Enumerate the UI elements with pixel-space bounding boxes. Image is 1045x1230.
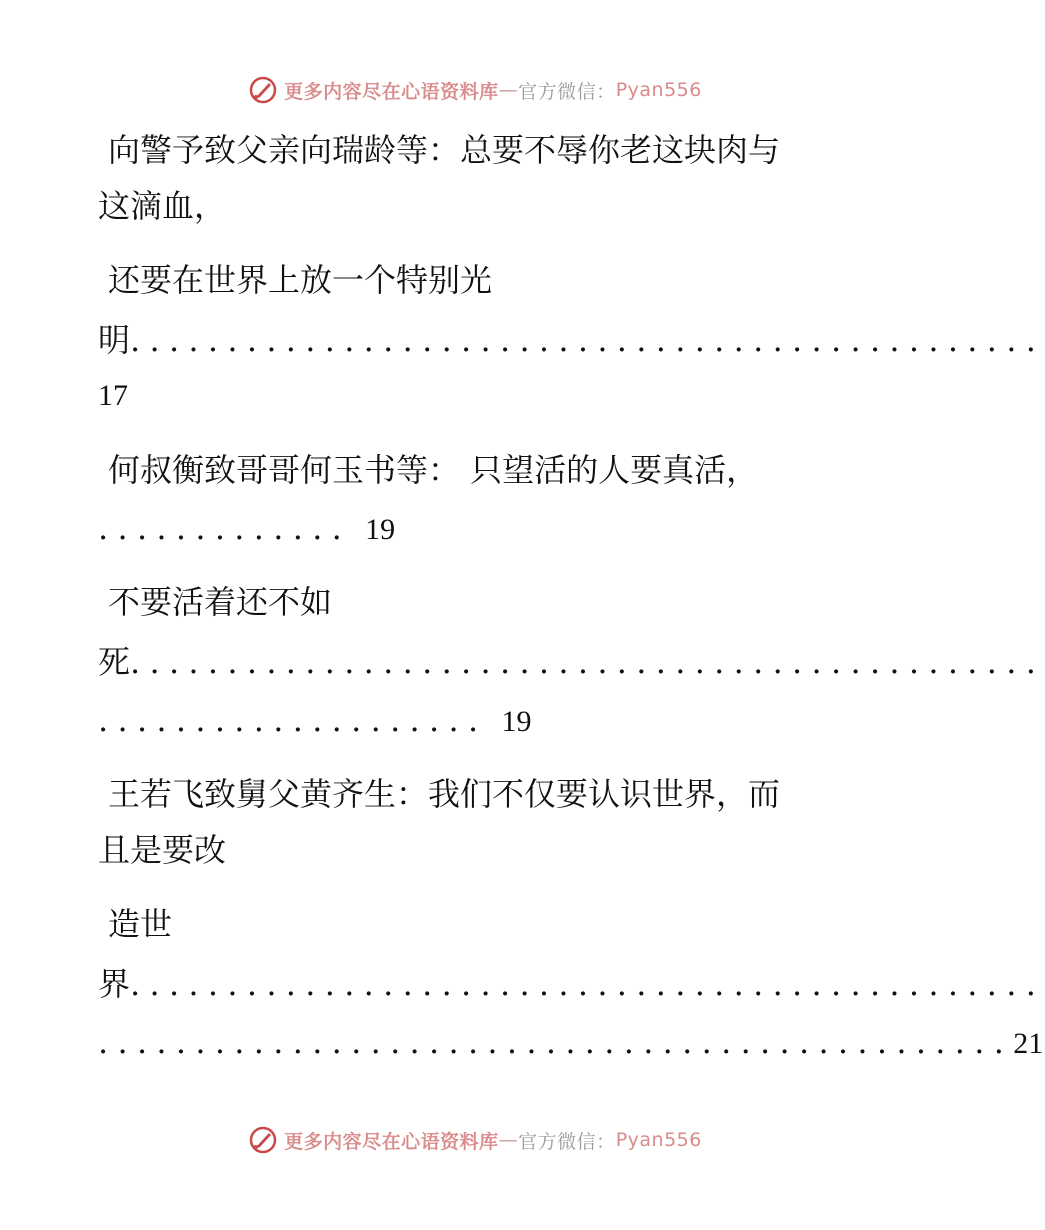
toc-entry-4-page: 19 xyxy=(501,705,532,738)
toc-entry-2-text: 明 xyxy=(98,321,131,359)
watermark-header xyxy=(0,70,950,110)
watermark-wechat: Pyan556 xyxy=(615,79,702,101)
watermark-label: 官方微信： xyxy=(518,80,616,103)
watermark-dash: — xyxy=(498,79,519,101)
watermark-label: 官方微信： xyxy=(518,1130,616,1153)
toc-entry-6-leader-dots-2: ............................................... xyxy=(98,1023,1014,1061)
watermark-site: 更多内容尽在心语资料库 xyxy=(284,80,499,103)
toc-entry-3-line-1: 何叔衡致哥哥何玉书等： 只望活的人要真活， xyxy=(108,451,759,489)
toc-entry-2-leader-dots: ............................................... xyxy=(130,321,1045,359)
toc-entry-4-text: 死 xyxy=(98,643,131,681)
watermark-site: 更多内容尽在心语资料库 xyxy=(284,1130,499,1153)
toc-entry-6-line-3 xyxy=(98,1022,1043,1062)
toc-entry-2-line-1: 还要在世界上放一个特别光 xyxy=(108,261,493,299)
toc-entry-1-line-2: 这滴血， xyxy=(98,187,227,225)
toc-entry-5-line-2: 且是要改 xyxy=(98,831,227,869)
toc-entry-6-line-2 xyxy=(98,964,1045,1004)
toc-entry-4-leader-dots: ............................................... xyxy=(130,643,1045,681)
watermark-wechat: Pyan556 xyxy=(615,1129,702,1151)
toc-entry-4-line-3 xyxy=(98,700,531,740)
toc-entry-2-page: 17 xyxy=(98,379,128,412)
watermark-dash: — xyxy=(498,1129,519,1151)
watermark-footer xyxy=(0,1120,950,1160)
toc-entry-3-page: 19 xyxy=(365,513,396,546)
quill-seal-icon xyxy=(248,75,278,105)
toc-entry-3-leader-dots: ............. xyxy=(98,509,352,547)
toc-entry-5-line-1: 王若飞致舅父黄齐生：我们不仅要认识世界，而 xyxy=(108,775,781,813)
toc-entry-4-line-1: 不要活着还不如 xyxy=(108,583,333,621)
toc-entry-6-text: 界 xyxy=(98,965,131,1003)
toc-entry-4-leader-dots-2: .................... xyxy=(98,701,488,739)
toc-entry-3-line-2 xyxy=(98,508,395,548)
quill-seal-icon xyxy=(248,1125,278,1155)
toc-entry-6-page: 21 xyxy=(1013,1027,1044,1060)
toc-entry-6-line-1: 造世 xyxy=(108,905,173,943)
toc-entry-6-leader-dots: ............................................... xyxy=(130,965,1045,1003)
toc-entry-1-line-1: 向警予致父亲向瑞龄等：总要不辱你老这块肉与 xyxy=(108,131,781,169)
toc-entry-4-line-2 xyxy=(98,642,1045,682)
toc-entry-2-line-2 xyxy=(98,320,1045,360)
